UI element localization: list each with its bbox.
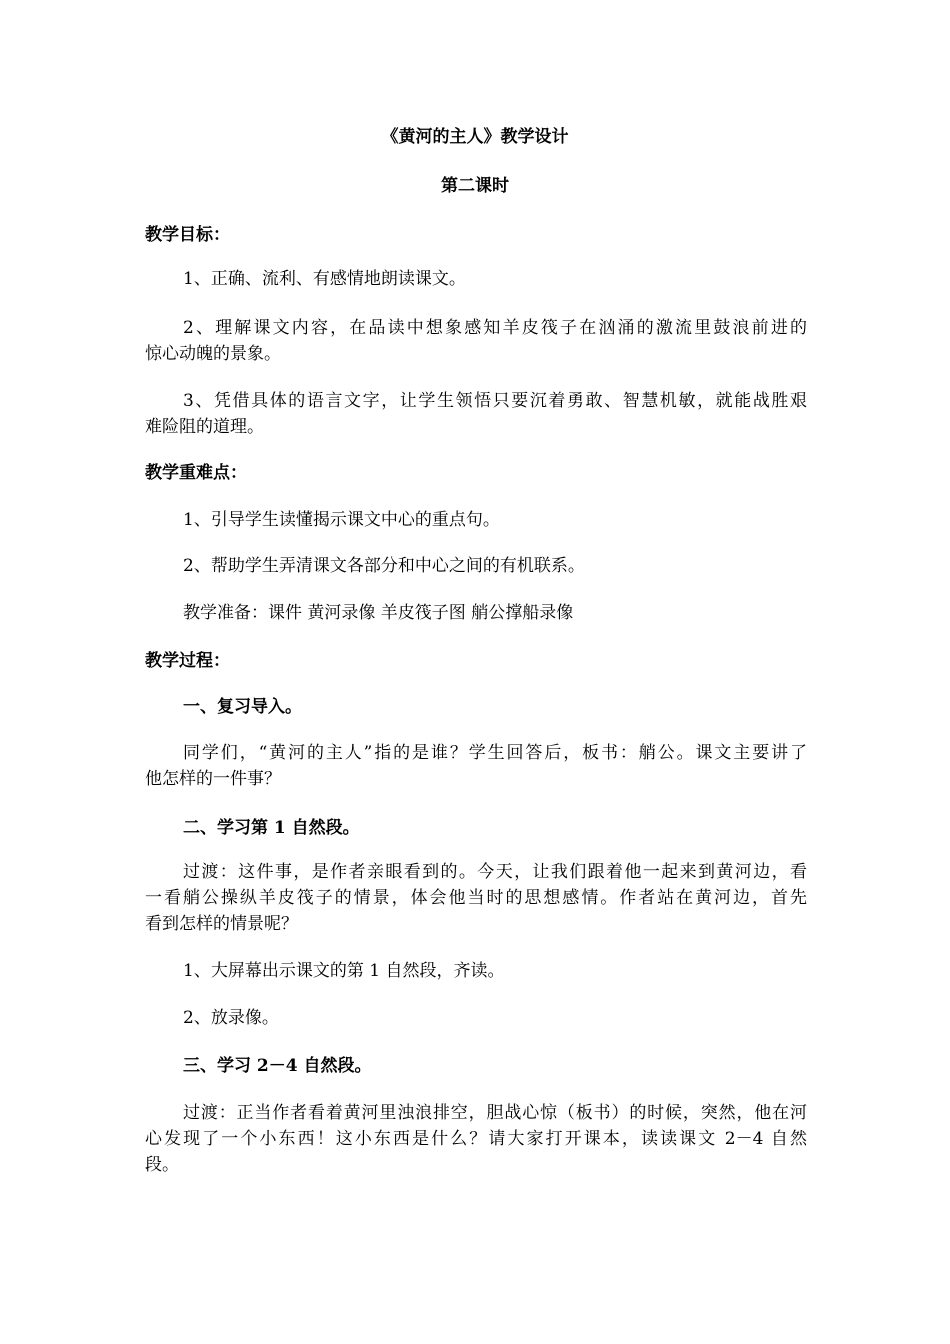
key-point-item-2: 2、帮助学生弄清课文各部分和中心之间的有机联系。: [183, 556, 585, 576]
objective-item-3-line-1: 3、凭借具体的语言文字，让学生领悟只要沉着勇敢、智慧机敏，就能战胜艰: [183, 391, 807, 411]
objective-item-2-line-1: 2、理解课文内容，在品读中想象感知羊皮筏子在汹涌的激流里鼓浪前进的: [183, 318, 807, 338]
step-1-paragraph-line-1: 同学们，“黄河的主人”指的是谁？学生回答后，板书：艄公。课文主要讲了: [183, 743, 807, 763]
preparation-line: 教学准备：课件 黄河录像 羊皮筏子图 艄公撑船录像: [183, 603, 574, 623]
step-3-heading: 三、学习 2－4 自然段。: [183, 1056, 372, 1076]
step-3-paragraph-line-1: 过渡：正当作者看着黄河里浊浪排空，胆战心惊（板书）的时候，突然，他在河: [183, 1103, 807, 1123]
objectives-heading: 教学目标：: [145, 225, 230, 245]
objective-item-2-line-2: 惊心动魄的景象。: [145, 344, 281, 364]
objective-item-3-line-2: 难险阻的道理。: [145, 417, 264, 437]
document-subtitle: 第二课时: [441, 176, 509, 196]
key-point-item-1: 1、引导学生读懂揭示课文中心的重点句。: [183, 510, 500, 530]
process-heading: 教学过程：: [145, 651, 230, 671]
step-2-item-1: 1、大屏幕出示课文的第 1 自然段，齐读。: [183, 961, 505, 981]
step-3-paragraph-line-3: 段。: [145, 1155, 179, 1175]
step-3-paragraph-line-2: 心发现了一个小东西！这小东西是什么？请大家打开课本，读读课文 2－4 自然: [145, 1129, 807, 1149]
step-2-paragraph-line-3: 看到怎样的情景呢？: [145, 914, 298, 934]
objective-item-1: 1、正确、流利、有感情地朗读课文。: [183, 269, 466, 289]
step-2-paragraph-line-2: 一看艄公操纵羊皮筏子的情景，体会他当时的思想感情。作者站在黄河边，首先: [145, 888, 807, 908]
document-title: 《黄河的主人》教学设计: [381, 127, 569, 147]
step-2-paragraph-line-1: 过渡：这件事，是作者亲眼看到的。今天，让我们跟着他一起来到黄河边，看: [183, 862, 807, 882]
step-2-heading: 二、学习第 1 自然段。: [183, 818, 360, 838]
step-2-item-2: 2、放录像。: [183, 1008, 279, 1028]
step-1-heading: 一、复习导入。: [183, 697, 302, 717]
step-1-paragraph-line-2: 他怎样的一件事？: [145, 769, 281, 789]
key-points-heading: 教学重难点：: [145, 463, 247, 483]
